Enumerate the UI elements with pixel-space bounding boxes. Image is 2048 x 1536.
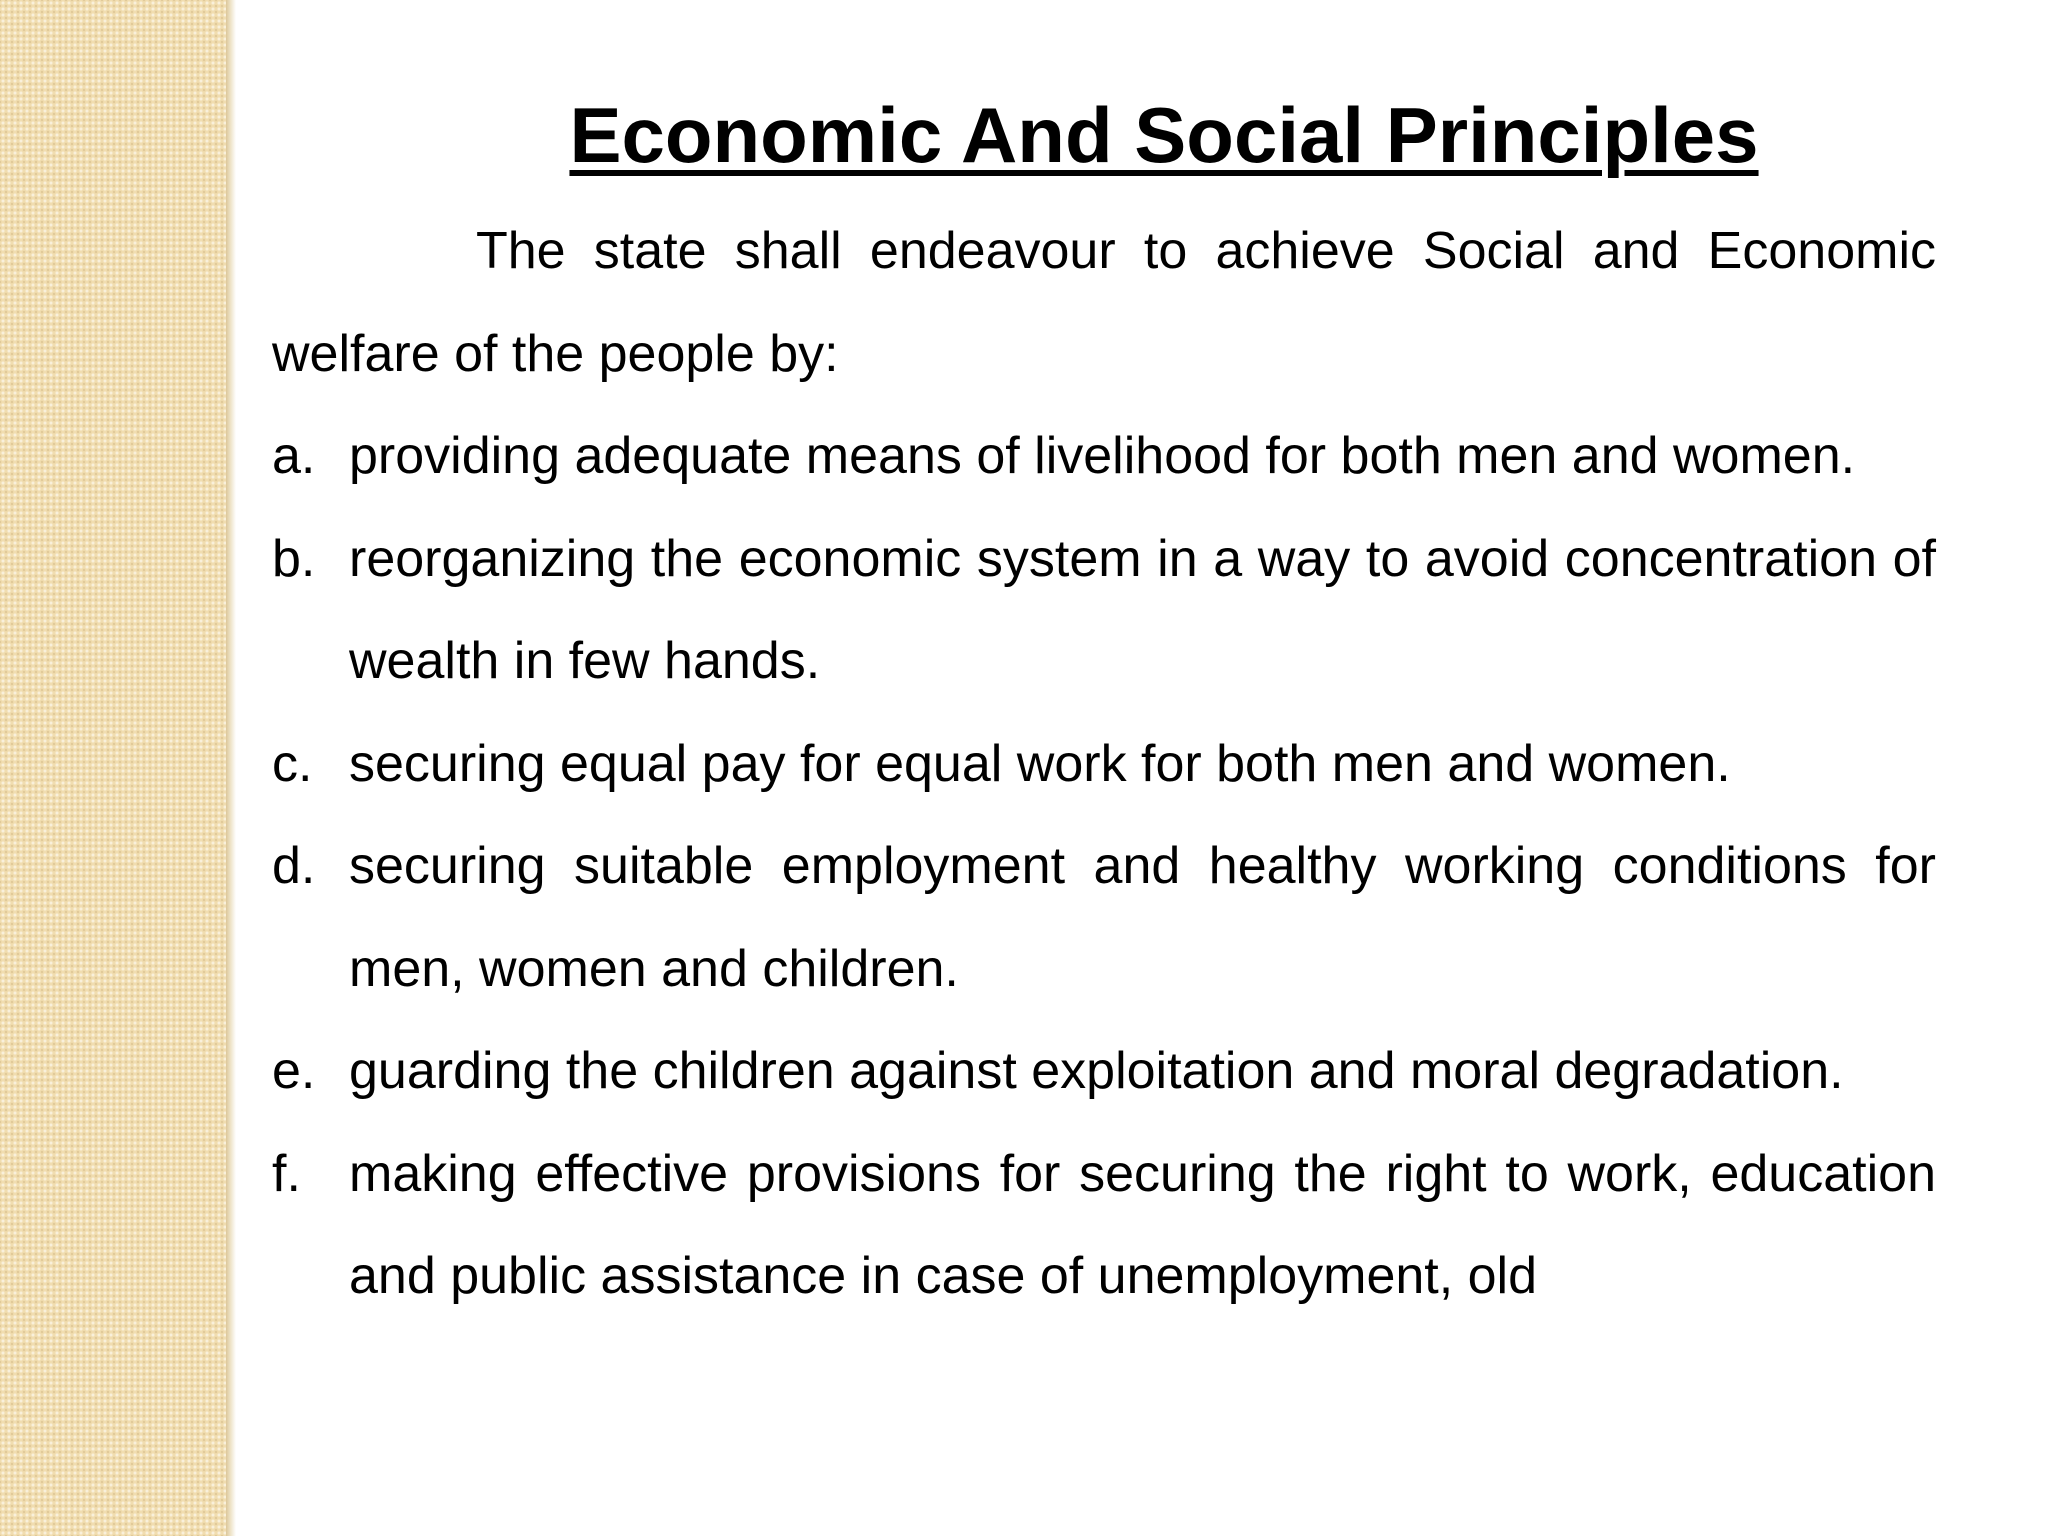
side-strip-shadow xyxy=(226,0,236,1536)
decorative-side-strip xyxy=(0,0,226,1536)
list-marker: a. xyxy=(272,427,316,485)
slide-title: Economic And Social Principles xyxy=(569,91,1759,179)
list-marker: e. xyxy=(272,1042,316,1100)
list-marker: b. xyxy=(272,529,316,588)
list-item-text: making effective provisions for securing the right to work, education and public assistance in case of unemployment, old xyxy=(349,1144,1936,1305)
list-marker: d. xyxy=(272,837,316,895)
intro-paragraph: The state shall endeavour to achieve Social and Economic welfare of the people by: xyxy=(272,222,1936,383)
list-item xyxy=(272,1123,1936,1328)
list-item xyxy=(272,405,1936,508)
list-item xyxy=(272,1020,1936,1123)
slide-content xyxy=(272,80,1936,1328)
principles-list xyxy=(272,405,1936,1328)
list-item-text: securing equal pay for equal work for both men and women. xyxy=(349,734,1731,793)
list-item-text: reorganizing the economic system in a way to avoid concentration of wealth in few hands. xyxy=(349,529,1936,690)
list-item xyxy=(272,713,1936,816)
list-item xyxy=(272,815,1936,1020)
list-item-text: securing suitable employment and healthy working conditions for men, women and children. xyxy=(349,837,1936,998)
slide-body xyxy=(272,200,1936,1328)
list-item-text: providing adequate means of livelihood for both men and women. xyxy=(349,427,1856,485)
list-marker: c. xyxy=(272,734,313,793)
list-item xyxy=(272,508,1936,713)
list-marker: f. xyxy=(272,1144,301,1203)
list-item-text: guarding the children against exploitation and moral degradation. xyxy=(349,1042,1844,1100)
